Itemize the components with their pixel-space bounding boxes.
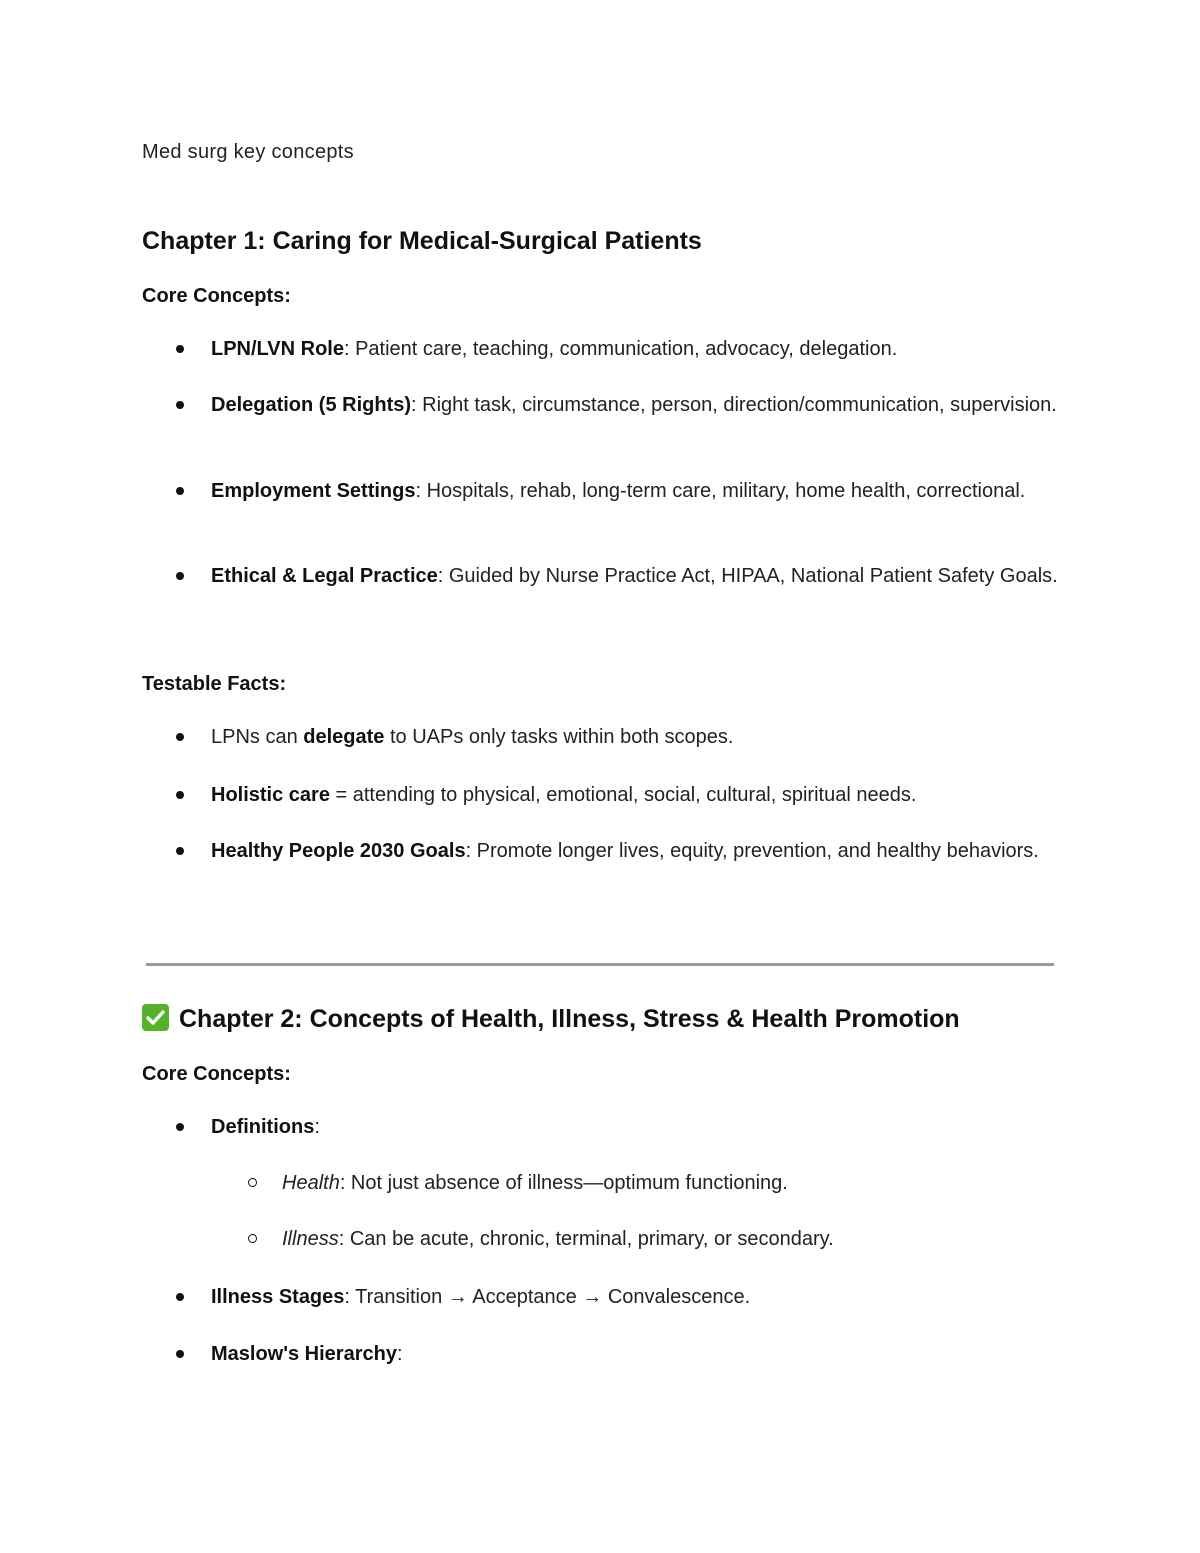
bullet-icon xyxy=(176,847,184,855)
bullet-icon xyxy=(176,1293,184,1301)
description: : Guided by Nurse Practice Act, HIPAA, National Patient Safety Goals. xyxy=(437,565,1058,587)
description: : Not just absence of illness—optimum functioning. xyxy=(339,1172,788,1194)
list-item xyxy=(211,562,1071,590)
sub-list-item xyxy=(282,1225,1072,1253)
description: : xyxy=(396,1343,403,1365)
chapter-2-title: Chapter 2: Concepts of Health, Illness, Stress & Health Promotion xyxy=(179,1005,960,1033)
description: : Right task, circumstance, person, direction/communication, supervision. xyxy=(411,394,1057,416)
list-item xyxy=(211,837,1071,865)
term: delegate xyxy=(303,726,385,748)
bullet-icon xyxy=(176,401,184,409)
list-item xyxy=(211,335,1071,363)
list-item xyxy=(211,781,1071,809)
document-title: Med surg key concepts xyxy=(142,141,354,163)
bullet-icon xyxy=(176,1350,184,1358)
list-item xyxy=(211,391,1071,419)
prefix: LPNs can xyxy=(211,726,304,748)
bullet-icon xyxy=(176,733,184,741)
term: Definitions xyxy=(211,1116,315,1138)
term: Ethical & Legal Practice xyxy=(211,565,438,587)
description: : Transition → Acceptance → Convalescence. xyxy=(344,1286,751,1308)
sub-list-item xyxy=(282,1169,1072,1197)
term: Employment Settings xyxy=(211,480,416,502)
list-item xyxy=(211,723,1071,751)
chapter-2-heading xyxy=(142,1004,960,1034)
check-mark-icon xyxy=(142,1004,169,1031)
description: : Promote longer lives, equity, prevention, and healthy behaviors. xyxy=(465,840,1039,862)
description: : Can be acute, chronic, terminal, primary, or secondary. xyxy=(338,1228,834,1250)
description: : xyxy=(314,1116,320,1138)
term: Healthy People 2030 Goals xyxy=(211,840,466,862)
description: to UAPs only tasks within both scopes. xyxy=(384,726,734,748)
description: : Patient care, teaching, communication, advocacy, delegation. xyxy=(343,338,898,360)
chapter-2-core-label: Core Concepts: xyxy=(142,1063,291,1085)
section-divider xyxy=(146,963,1054,966)
description: = attending to physical, emotional, social, cultural, spiritual needs. xyxy=(329,784,917,806)
term: Health xyxy=(282,1172,340,1194)
list-item xyxy=(211,1113,1071,1141)
bullet-icon xyxy=(176,345,184,353)
term: Illness Stages xyxy=(211,1286,345,1308)
chapter-1-heading: Chapter 1: Caring for Medical-Surgical Patients xyxy=(142,227,702,255)
term: LPN/LVN Role xyxy=(211,338,344,360)
chapter-1-facts-label: Testable Facts: xyxy=(142,673,287,695)
list-item xyxy=(211,1283,1071,1311)
description: : Hospitals, rehab, long-term care, military, home health, correctional. xyxy=(415,480,1026,502)
term: Holistic care xyxy=(211,784,330,806)
hollow-bullet-icon xyxy=(248,1234,257,1243)
hollow-bullet-icon xyxy=(248,1178,257,1187)
bullet-icon xyxy=(176,791,184,799)
term: Maslow's Hierarchy xyxy=(211,1343,397,1365)
term: Delegation (5 Rights) xyxy=(211,394,412,416)
list-item xyxy=(211,477,1071,505)
chapter-1-core-label: Core Concepts: xyxy=(142,285,291,307)
term: Illness xyxy=(282,1228,339,1250)
bullet-icon xyxy=(176,572,184,580)
list-item xyxy=(211,1340,1071,1368)
bullet-icon xyxy=(176,1123,184,1131)
bullet-icon xyxy=(176,487,184,495)
